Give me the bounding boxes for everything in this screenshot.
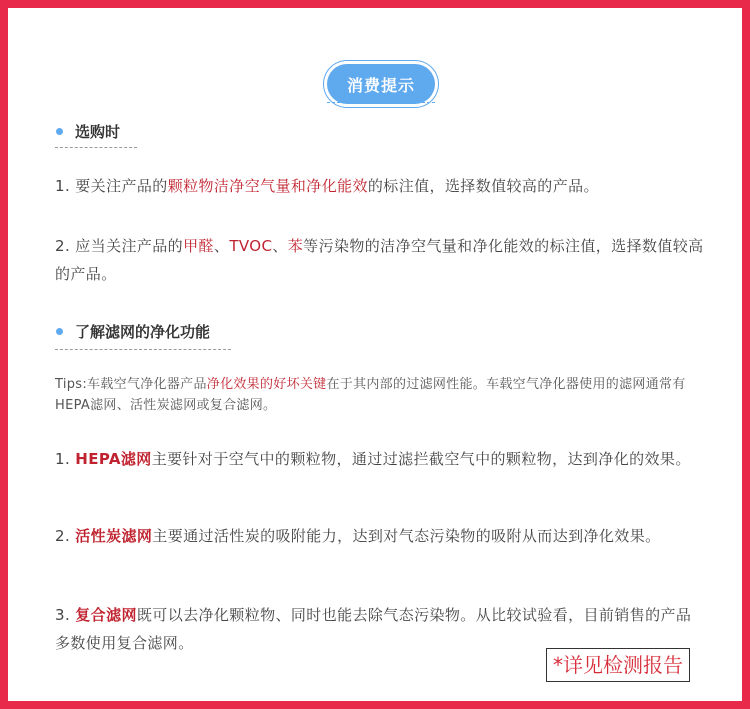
consumer-tip-badge: 消费提示 — [327, 64, 435, 104]
section-heading-filter — [56, 320, 210, 342]
section-title: 选购时 — [75, 122, 121, 141]
content-card — [8, 8, 742, 701]
filter-name: 活性炭滤网 — [75, 527, 153, 545]
section-divider — [55, 349, 231, 350]
section-title: 了解滤网的净化功能 — [75, 322, 211, 341]
bullet-dot-icon — [56, 328, 63, 335]
paragraph-1: 1. 要关注产品的颗粒物洁净空气量和净化能效的标注值，选择数值较高的产品。 — [55, 177, 599, 195]
highlight-text: 甲醛 — [183, 237, 214, 255]
tips-paragraph: Tips:车载空气净化器产品净化效果的好坏关键在于其内部的过滤网性能。车载空气净化器使用的滤网通常有HEPA滤网、活性炭滤网或复合滤网。 — [55, 377, 686, 413]
highlight-text: 净化效果的好坏关键 — [206, 377, 327, 392]
filter-name: HEPA滤网 — [75, 450, 152, 468]
filter-name: 复合滤网 — [75, 606, 137, 624]
section-heading-purchase — [56, 120, 120, 142]
bullet-dot-icon — [56, 128, 63, 135]
highlight-text: TVOC — [229, 237, 273, 255]
paragraph-2: 2. 应当关注产品的甲醛、TVOC、苯等污染物的洁净空气量和净化能效的标注值，选择数值较高的产品。 — [55, 237, 704, 283]
section-divider — [55, 147, 137, 148]
filter-item-carbon: 2. 活性炭滤网主要通过活性炭的吸附能力，达到对气态污染物的吸附从而达到净化效果。 — [55, 527, 661, 545]
filter-item-composite: 3. 复合滤网既可以去净化颗粒物、同时也能去除气态污染物。从比较试验看，目前销售的产品多数使用复合滤网。 — [55, 606, 692, 652]
highlight-text: 颗粒物洁净空气量和净化能效 — [167, 177, 368, 195]
filter-item-hepa: 1. HEPA滤网主要针对于空气中的颗粒物，通过过滤拦截空气中的颗粒物，达到净化的效果。 — [55, 450, 691, 468]
see-test-report-note: *详见检测报告 — [546, 648, 690, 682]
highlight-text: 苯 — [287, 237, 304, 255]
badge-underline — [327, 102, 435, 103]
